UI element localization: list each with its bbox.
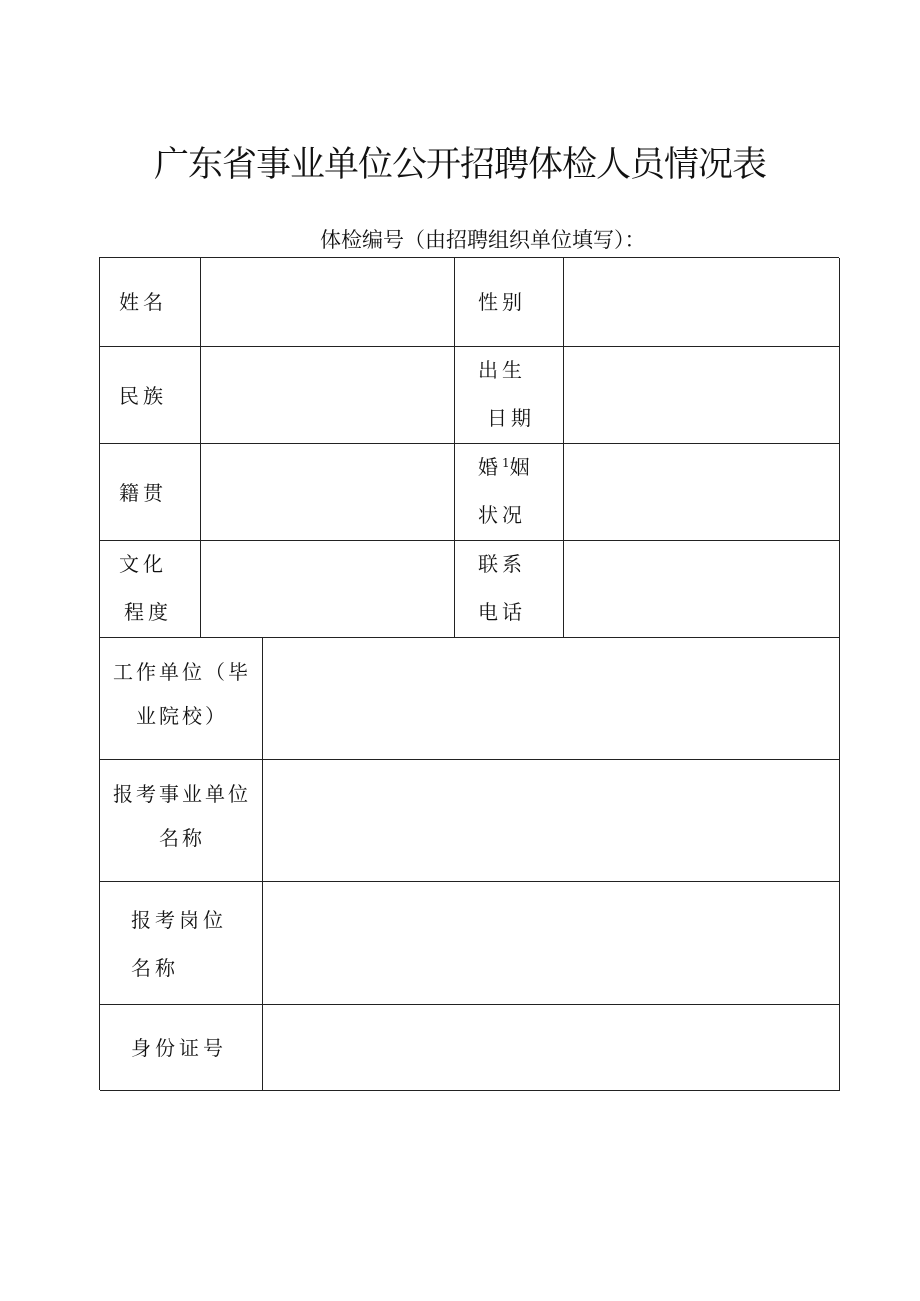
name-label: 姓名	[119, 290, 167, 314]
phone-label-cell	[455, 541, 564, 638]
marital-label-mark: 1	[502, 456, 510, 470]
marital-status-value-cell[interactable]	[564, 444, 840, 541]
phone-label-line2: 电话	[478, 600, 526, 624]
marital-label-a: 婚	[478, 455, 502, 479]
marital-status-label-line2: 状况	[478, 503, 526, 527]
marital-status-label	[478, 443, 534, 539]
birth-date-label	[478, 346, 535, 442]
id-number-value-cell[interactable]	[263, 1005, 840, 1091]
education-label-cell	[100, 541, 201, 638]
ethnicity-label: 民族	[119, 384, 167, 408]
birth-date-label-line1: 出生	[478, 358, 526, 382]
applied-post-label-cell	[100, 882, 263, 1005]
native-place-label: 籍贯	[119, 481, 167, 505]
applied-unit-label-line1: 报考事业单位	[113, 782, 251, 806]
workplace-label	[108, 650, 256, 738]
id-number-label-cell	[100, 1005, 263, 1091]
birth-date-label-line2: 日期	[487, 406, 535, 430]
workplace-label-cell	[100, 638, 263, 760]
info-table	[99, 257, 839, 1090]
education-label-line2: 程度	[124, 600, 172, 624]
workplace-value-cell[interactable]	[263, 638, 840, 760]
education-value-cell[interactable]	[201, 541, 455, 638]
marital-status-label-line1	[478, 443, 534, 491]
ethnicity-label-cell	[100, 347, 201, 444]
marital-label-b: 姻	[509, 455, 534, 479]
gender-value-cell[interactable]	[564, 258, 840, 347]
applied-unit-label	[108, 772, 256, 860]
phone-label	[478, 540, 526, 636]
gender-label-cell	[455, 258, 564, 347]
applied-unit-label-line2: 名称	[159, 826, 205, 850]
native-place-label-cell	[100, 444, 201, 541]
applied-unit-label-cell	[100, 760, 263, 882]
workplace-label-line1: 工作单位（毕	[113, 660, 251, 684]
workplace-label-line2: 业院校）	[136, 704, 228, 728]
marital-status-label-cell	[455, 444, 564, 541]
applied-post-label-line2: 名称	[131, 956, 179, 980]
birth-date-label-cell	[455, 347, 564, 444]
name-value-cell[interactable]	[201, 258, 455, 347]
education-label-line1: 文化	[119, 552, 167, 576]
ethnicity-value-cell[interactable]	[201, 347, 455, 444]
applied-unit-value-cell[interactable]	[263, 760, 840, 882]
native-place-value-cell[interactable]	[201, 444, 455, 541]
form-title: 广东省事业单位公开招聘体检人员情况表	[153, 145, 766, 185]
phone-label-line1: 联系	[478, 552, 526, 576]
applied-post-label-line1: 报考岗位	[131, 908, 227, 932]
education-label	[119, 540, 172, 636]
applied-post-label	[131, 896, 227, 992]
birth-date-value-cell[interactable]	[564, 347, 840, 444]
name-label-cell	[100, 258, 201, 347]
id-number-label: 身份证号	[131, 1036, 227, 1060]
exam-number-label: 体检编号（由招聘组织单位填写）：	[320, 228, 646, 252]
applied-post-value-cell[interactable]	[263, 882, 840, 1005]
gender-label: 性别	[478, 290, 526, 314]
phone-value-cell[interactable]	[564, 541, 840, 638]
